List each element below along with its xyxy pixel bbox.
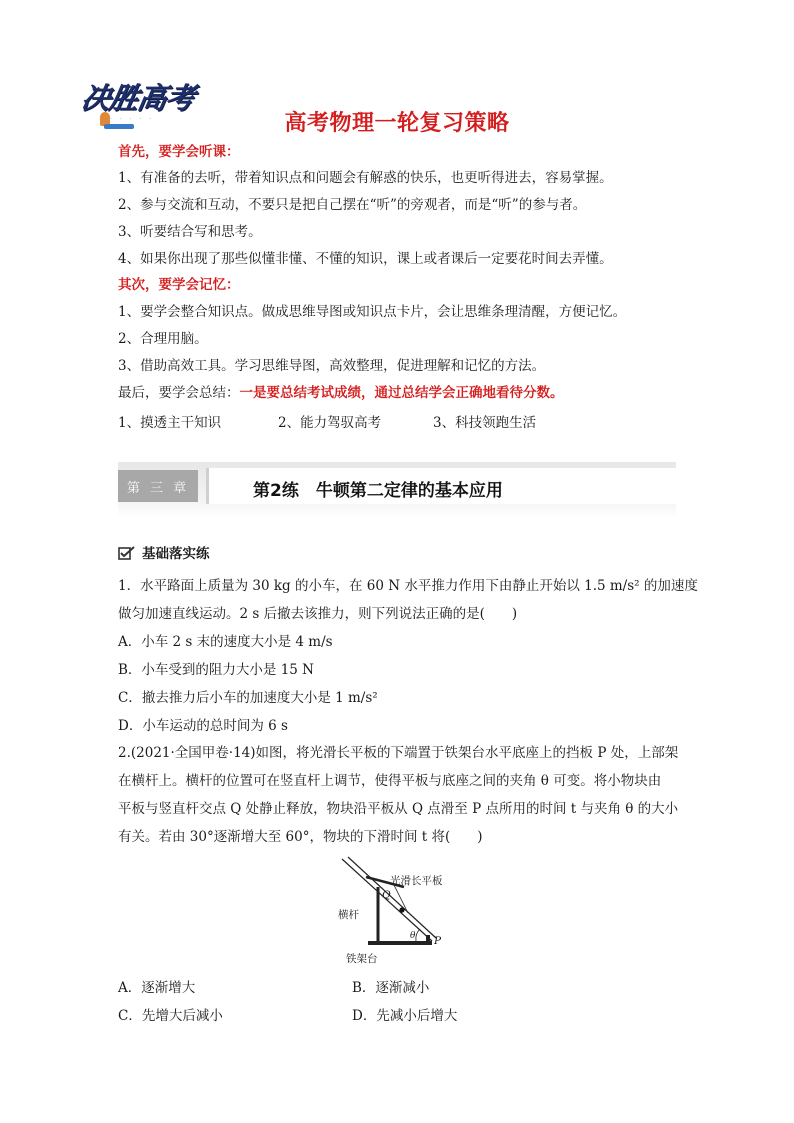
label-q: Q	[382, 889, 391, 901]
label-stand: 铁架台	[346, 953, 378, 965]
tips-row	[118, 411, 536, 431]
q1-option-b: B．小车受到的阻力大小是 15 N	[118, 662, 314, 678]
memory-heading: 其次，要学会记忆：	[118, 277, 240, 293]
label-p: P	[434, 935, 442, 947]
listen-item: 1、有准备的去听，带着知识点和问题会有解惑的快乐，也更听得进去，容易掌握。	[118, 170, 613, 186]
memory-item: 1、要学会整合知识点。做成思维导图或知识点卡片，会让思维条理清醒，方便记忆。	[118, 304, 627, 320]
q2-stem: 有关。若由 30°逐渐增大至 60°，物块的下滑时间 t 将( )	[118, 829, 483, 845]
q2-stem: 在横杆上。横杆的位置可在竖直杆上调节，使得平板与底座之间的夹角 θ 可变。将小物块由	[118, 773, 662, 789]
tip-item: 1、摸透主干知识	[118, 415, 222, 431]
summary-prefix: 最后，要学会总结：	[118, 385, 240, 401]
label-bar: 横杆	[338, 909, 359, 921]
checkbox-pencil-icon	[118, 546, 136, 560]
q2-stem: 2.(2021·全国甲卷·14)如图，将光滑长平板的下端置于铁架台水平底座上的挡板 P 处，上部架	[118, 745, 679, 761]
listen-item: 4、如果你出现了那些似懂非懂、不懂的知识，课上或者课后一定要花时间去弄懂。	[118, 251, 613, 267]
q2-option-a: A．逐渐增大	[118, 980, 196, 996]
q2-option-b: B．逐渐减小	[352, 980, 430, 996]
q1-option-d: D．小车运动的总时间为 6 s	[118, 718, 288, 734]
memory-item: 2、合理用脑。	[118, 331, 208, 347]
listen-item: 2、参与交流和互动，不要只是把自己摆在“听”的旁观者，而是“听”的参与者。	[118, 197, 587, 213]
tip-item: 2、能力驾驭高考	[278, 415, 382, 431]
chapter-title: 第2练 牛顿第二定律的基本应用	[253, 481, 503, 501]
listen-heading: 首先，要学会听课：	[118, 144, 240, 160]
q1-option-c: C．撤去推力后小车的加速度大小是 1 m/s²	[118, 690, 378, 706]
summary-highlight: 一是要总结考试成绩，通过总结学会正确地看待分数。	[239, 385, 564, 401]
summary-line	[118, 383, 564, 403]
logo-subtext: · · · · ·	[110, 116, 155, 123]
tip-item: 3、科技领跑生活	[433, 415, 537, 431]
memory-item: 3、借助高效工具。学习思维导图，高效整理，促进理解和记忆的方法。	[118, 358, 546, 374]
listen-item: 3、听要结合写和思考。	[118, 224, 262, 240]
q2-option-c: C．先增大后减小	[118, 1008, 223, 1024]
chapter-label: 第 三 章	[118, 470, 198, 502]
q1-option-a: A．小车 2 s 末的速度大小是 4 m/s	[118, 634, 333, 650]
q1-stem: 做匀加速直线运动。2 s 后撤去该推力，则下列说法正确的是( )	[118, 606, 518, 622]
q2-option-d: D．先减小后增大	[352, 1008, 458, 1024]
q1-stem: 1．水平路面上质量为 30 kg 的小车，在 60 N 水平推力作用下由静止开始以 1.5 m/s² 的加速度	[118, 578, 698, 594]
incline-figure	[336, 855, 460, 967]
chapter-banner	[118, 462, 676, 518]
section-heading	[118, 542, 210, 562]
logo-text: 决胜高考	[78, 81, 197, 115]
q2-stem: 平板与竖直杆交点 Q 处静止释放，物块沿平板从 Q 点滑至 P 点所用的时间 t 与夹角 θ 的大小	[118, 801, 679, 817]
label-theta: θ	[410, 931, 416, 941]
chapter-title-panel	[206, 468, 679, 504]
page-title: 高考物理一轮复习策略	[284, 111, 510, 136]
section-title: 基础落实练	[142, 546, 210, 562]
label-board: 光滑长平板	[390, 875, 443, 887]
